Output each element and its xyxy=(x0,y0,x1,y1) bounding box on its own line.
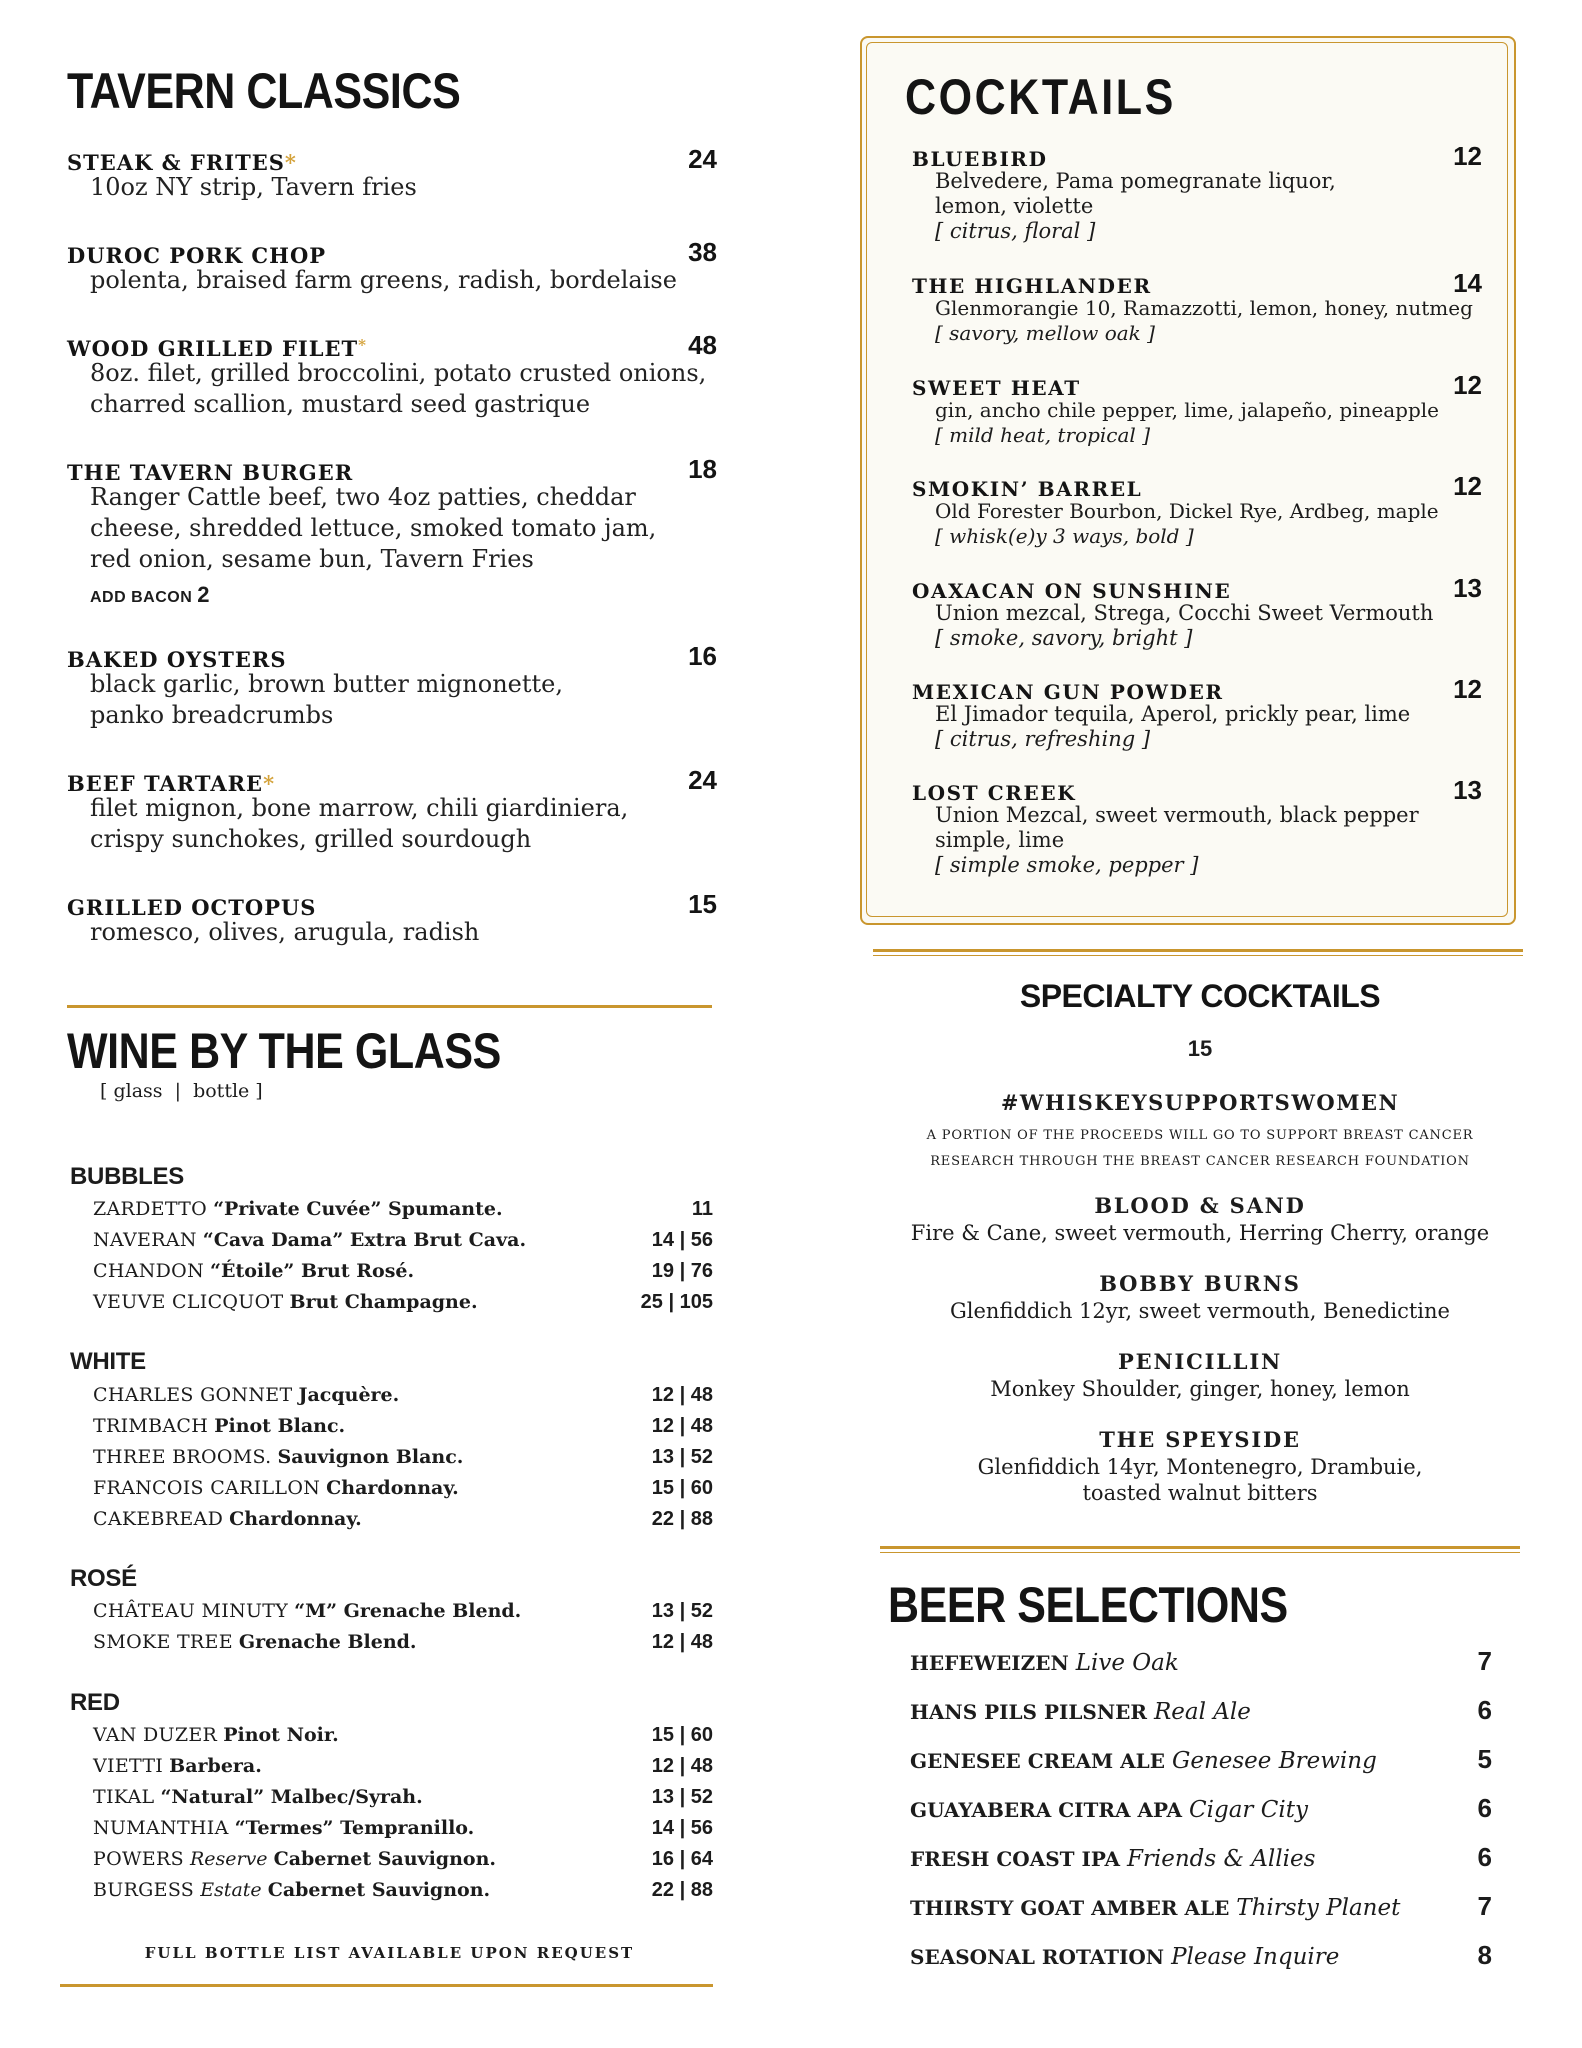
star-marker: * xyxy=(284,150,297,175)
wine-variety: Cabernet Sauvignon. xyxy=(267,1879,491,1901)
cocktail-ingredients: Union Mezcal, sweet vermouth, black pepper simple, lime xyxy=(935,803,1419,852)
wine-price: 14 | 56 xyxy=(651,1817,713,1839)
wine-subtitle: [ glass | bottle ] xyxy=(100,1080,263,1102)
wine-variety: “Termes” Tempranillo. xyxy=(234,1817,475,1839)
wine-producer: SMOKE TREE xyxy=(93,1631,233,1653)
wine-price: 16 | 64 xyxy=(651,1848,713,1870)
beer-name: SEASONAL ROTATION xyxy=(910,1945,1165,1969)
beer-price: 7 xyxy=(1477,1646,1492,1676)
cocktail-name: SMOKIN’ BARREL xyxy=(912,477,1143,501)
wine-variety: “M” Grenache Blend. xyxy=(294,1600,522,1622)
beer-brewery: Friends & Allies xyxy=(1126,1846,1316,1872)
item-description: 10oz NY strip, Tavern fries xyxy=(90,173,417,201)
beer-brewery: Real Ale xyxy=(1153,1699,1251,1725)
wine-variety: Chardonnay. xyxy=(326,1477,459,1499)
specialty-ingredients-line: toasted walnut bitters xyxy=(1082,1481,1318,1505)
wine-price: 22 | 88 xyxy=(651,1508,713,1530)
cocktail-notes: [ savory, mellow oak ] xyxy=(935,321,1155,345)
wine-row xyxy=(93,1384,713,1415)
wine-category-red: RED xyxy=(70,1689,120,1716)
specialty-ingredients-line: Glenfiddich 14yr, Montenegro, Drambuie, xyxy=(977,1455,1423,1479)
wine-producer: THREE BROOMS. xyxy=(93,1446,272,1468)
cocktail-name: THE HIGHLANDER xyxy=(912,274,1152,298)
wine-row xyxy=(93,1291,713,1322)
wine-variety: Chardonnay. xyxy=(229,1508,362,1530)
specialty-cocktail-ingredients: Fire & Cane, sweet vermouth, Herring Cherry, orange xyxy=(910,1221,1490,1245)
cocktails-heading: COCKTAILS xyxy=(905,69,1176,125)
wine-price: 22 | 88 xyxy=(651,1879,713,1901)
wine-category-rose: ROSÉ xyxy=(70,1565,137,1592)
cocktail-price: 14 xyxy=(1453,268,1482,298)
item-description: Ranger Cattle beef, two 4oz patties, cheddar cheese, shredded lettuce, smoked tomato jam, red onion, sesame bun, Tavern Fries xyxy=(90,483,657,573)
beer-brewery: Cigar City xyxy=(1189,1797,1308,1823)
wine-price: 13 | 52 xyxy=(651,1600,713,1622)
wine-row xyxy=(93,1817,713,1848)
wine-row xyxy=(93,1477,713,1508)
wine-row xyxy=(93,1198,713,1229)
specialty-heading: SPECIALTY COCKTAILS xyxy=(1019,978,1381,1014)
wine-price: 25 | 105 xyxy=(640,1291,713,1313)
wine-producer: VEUVE CLICQUOT xyxy=(93,1291,284,1313)
wine-producer: NAVERAN xyxy=(93,1229,197,1251)
item-name: GRILLED OCTOPUS xyxy=(67,895,317,920)
addon-price: 2 xyxy=(197,582,210,607)
specialty-cocktail-ingredients: Monkey Shoulder, ginger, honey, lemon xyxy=(990,1377,1410,1401)
cocktail-notes: [ citrus, refreshing ] xyxy=(935,727,1151,751)
item-price: 38 xyxy=(688,237,717,267)
beer-brewery: Live Oak xyxy=(1075,1650,1179,1676)
item-name: BEEF TARTARE xyxy=(67,771,264,796)
beer-price: 5 xyxy=(1477,1744,1492,1774)
beer-row xyxy=(910,1793,1492,1829)
wine-producer: TIKAL xyxy=(93,1786,155,1808)
beer-heading: BEER SELECTIONS xyxy=(888,1577,1288,1633)
beer-row xyxy=(910,1891,1492,1927)
wine-producer: POWERS xyxy=(93,1848,184,1870)
wine-variety: “Natural” Malbec/Syrah. xyxy=(160,1786,423,1808)
wine-row xyxy=(93,1724,713,1755)
item-name: BAKED OYSTERS xyxy=(67,647,287,672)
wine-row xyxy=(93,1631,713,1662)
beer-name: GENESEE CREAM ALE xyxy=(910,1749,1165,1773)
wine-tier: Reserve xyxy=(189,1848,268,1870)
wine-producer: CAKEBREAD xyxy=(93,1508,224,1530)
beer-price: 8 xyxy=(1477,1940,1492,1970)
wine-price: 14 | 56 xyxy=(651,1229,713,1251)
wine-category-bubbles: BUBBLES xyxy=(70,1163,184,1190)
beer-price: 7 xyxy=(1477,1891,1492,1921)
cocktail-ingredients: Glenmorangie 10, Ramazzotti, lemon, honey, nutmeg xyxy=(935,296,1473,320)
wine-row xyxy=(93,1229,713,1260)
wine-producer: NUMANTHIA xyxy=(93,1817,229,1839)
wine-price: 19 | 76 xyxy=(651,1260,713,1282)
wine-producer: ZARDETTO xyxy=(93,1198,208,1220)
tavern-classics-heading: TAVERN CLASSICS xyxy=(67,63,461,119)
beer-name: THIRSTY GOAT AMBER ALE xyxy=(910,1896,1230,1920)
cocktail-ingredients: Belvedere, Pama pomegranate liquor, lemon, violette xyxy=(935,169,1336,218)
item-name: WOOD GRILLED FILET xyxy=(67,336,359,361)
wine-price: 12 | 48 xyxy=(651,1384,713,1406)
specialty-cocktail-ingredients xyxy=(880,1454,1520,1506)
cocktail-notes: [ smoke, savory, bright ] xyxy=(935,626,1193,650)
cocktail-ingredients: El Jimador tequila, Aperol, prickly pear, lime xyxy=(935,702,1411,726)
wine-producer: BURGESS xyxy=(93,1879,195,1901)
section-divider xyxy=(880,1552,1520,1553)
wine-variety: Jacquère. xyxy=(298,1384,400,1406)
wine-row xyxy=(93,1879,713,1910)
beer-price: 6 xyxy=(1477,1695,1492,1725)
wine-producer: FRANCOIS CARILLON xyxy=(93,1477,321,1499)
specialty-cocktail-name: THE SPEYSIDE xyxy=(1099,1427,1301,1452)
item-price: 16 xyxy=(688,641,717,671)
wine-variety: Sauvignon Blanc. xyxy=(277,1446,464,1468)
beer-brewery: Thirsty Planet xyxy=(1236,1895,1401,1921)
cocktail-name: BLUEBIRD xyxy=(912,147,1048,171)
wine-variety: “Private Cuvée” Spumante. xyxy=(213,1198,503,1220)
wine-row xyxy=(93,1260,713,1291)
beer-name: GUAYABERA CITRA APA xyxy=(910,1798,1183,1822)
cocktail-notes: [ simple smoke, pepper ] xyxy=(935,853,1199,877)
cocktail-ingredients: Union mezcal, Strega, Cocchi Sweet Vermouth xyxy=(935,601,1434,625)
wine-producer: VIETTI xyxy=(93,1755,164,1777)
specialty-note-line: A PORTION OF THE PROCEEDS WILL GO TO SUPPORT BREAST CANCER xyxy=(926,1128,1474,1143)
wine-row xyxy=(93,1508,713,1539)
wine-tier: Estate xyxy=(200,1879,262,1901)
item-price: 24 xyxy=(688,765,717,795)
beer-row xyxy=(910,1842,1492,1878)
beer-brewery: Genesee Brewing xyxy=(1171,1748,1377,1774)
cocktail-name: LOST CREEK xyxy=(912,781,1077,805)
cocktail-ingredients: Old Forester Bourbon, Dickel Rye, Ardbeg, maple xyxy=(935,499,1439,523)
specialty-price: 15 xyxy=(1187,1036,1213,1061)
wine-price: 12 | 48 xyxy=(651,1755,713,1777)
cocktail-name: SWEET HEAT xyxy=(912,376,1081,400)
beer-row xyxy=(910,1940,1492,1976)
beer-name: HANS PILS PILSNER xyxy=(910,1700,1148,1724)
wine-heading: WINE BY THE GLASS xyxy=(67,1023,501,1079)
addon-label: ADD BACON xyxy=(90,589,193,606)
wine-category-white: WHITE xyxy=(70,1348,146,1375)
item-price: 15 xyxy=(688,889,717,919)
wine-row xyxy=(93,1848,713,1879)
cocktail-ingredients: gin, ancho chile pepper, lime, jalapeño, pineapple xyxy=(935,398,1440,422)
section-divider xyxy=(60,1984,713,1987)
item-name: STEAK & FRITES xyxy=(67,150,285,175)
cocktail-name: OAXACAN ON SUNSHINE xyxy=(912,579,1232,603)
beer-name: HEFEWEIZEN xyxy=(910,1651,1069,1675)
item-price: 24 xyxy=(688,144,717,174)
wine-price: 15 | 60 xyxy=(651,1477,713,1499)
section-divider xyxy=(873,955,1523,956)
wine-price: 15 | 60 xyxy=(651,1724,713,1746)
wine-variety: “Cava Dama” Extra Brut Cava. xyxy=(202,1229,527,1251)
item-description: polenta, braised farm greens, radish, bordelaise xyxy=(90,266,677,294)
section-divider xyxy=(880,1546,1520,1549)
beer-row xyxy=(910,1646,1492,1682)
specialty-cocktail-name: BLOOD & SAND xyxy=(1094,1193,1306,1218)
wine-variety: Cabernet Sauvignon. xyxy=(273,1848,497,1870)
star-marker: * xyxy=(263,771,276,796)
specialty-cocktail-name: PENICILLIN xyxy=(1118,1349,1282,1374)
bottle-list-note: FULL BOTTLE LIST AVAILABLE UPON REQUEST xyxy=(144,1944,635,1962)
beer-price: 6 xyxy=(1477,1793,1492,1823)
specialty-cocktail-name: BOBBY BURNS xyxy=(1099,1271,1301,1296)
section-divider xyxy=(67,1005,712,1008)
wine-price: 13 | 52 xyxy=(651,1446,713,1468)
item-description: black garlic, brown butter mignonette, panko breadcrumbs xyxy=(90,670,563,729)
wine-row xyxy=(93,1600,713,1631)
cocktail-price: 13 xyxy=(1453,573,1482,603)
wine-price: 12 | 48 xyxy=(651,1415,713,1437)
wine-variety: “Étoile” Brut Rosé. xyxy=(210,1260,415,1282)
cocktail-notes: [ mild heat, tropical ] xyxy=(935,423,1150,447)
cocktail-notes: [ whisk(e)y 3 ways, bold ] xyxy=(935,524,1194,548)
wine-variety: Barbera. xyxy=(169,1755,262,1777)
specialty-cocktail-ingredients: Glenfiddich 12yr, sweet vermouth, Benedictine xyxy=(950,1299,1450,1323)
cocktail-price: 12 xyxy=(1453,141,1482,171)
wine-variety: Pinot Noir. xyxy=(223,1724,339,1746)
item-description: 8oz. filet, grilled broccolini, potato crusted onions, charred scallion, mustard seed gastrique xyxy=(90,359,707,418)
cocktail-price: 12 xyxy=(1453,471,1482,501)
wine-producer: CHANDON xyxy=(93,1260,204,1282)
cocktail-price: 12 xyxy=(1453,674,1482,704)
wine-producer: CHÂTEAU MINUTY xyxy=(93,1600,289,1622)
section-divider xyxy=(873,949,1523,952)
wine-producer: VAN DUZER xyxy=(93,1724,218,1746)
item-name: DUROC PORK CHOP xyxy=(67,243,327,268)
wine-price: 13 | 52 xyxy=(651,1786,713,1808)
item-description: filet mignon, bone marrow, chili giardiniera, crispy sunchokes, grilled sourdough xyxy=(90,794,629,853)
cocktail-notes: [ citrus, floral ] xyxy=(935,219,1096,243)
star-marker: * xyxy=(358,336,367,354)
wine-producer: CHARLES GONNET xyxy=(93,1384,293,1406)
wine-row xyxy=(93,1446,713,1477)
cocktail-name: MEXICAN GUN POWDER xyxy=(912,680,1224,704)
item-name: THE TAVERN BURGER xyxy=(67,460,354,485)
beer-row xyxy=(910,1744,1492,1780)
cocktail-price: 12 xyxy=(1453,370,1482,400)
wine-row xyxy=(93,1786,713,1817)
specialty-hashtag: #WHISKEYSUPPORTSWOMEN xyxy=(1000,1090,1400,1115)
item-addon xyxy=(90,582,210,608)
wine-row xyxy=(93,1755,713,1786)
wine-producer: TRIMBACH xyxy=(93,1415,209,1437)
item-description: romesco, olives, arugula, radish xyxy=(90,918,480,946)
wine-variety: Grenache Blend. xyxy=(238,1631,417,1653)
beer-brewery: Please Inquire xyxy=(1171,1944,1340,1970)
specialty-note-line: RESEARCH THROUGH THE BREAST CANCER RESEARCH FOUNDATION xyxy=(930,1154,1470,1169)
cocktail-price: 13 xyxy=(1453,775,1482,805)
wine-variety: Pinot Blanc. xyxy=(214,1415,346,1437)
beer-price: 6 xyxy=(1477,1842,1492,1872)
wine-price: 12 | 48 xyxy=(651,1631,713,1653)
beer-row xyxy=(910,1695,1492,1731)
specialty-note xyxy=(880,1123,1520,1175)
item-price: 48 xyxy=(688,330,717,360)
beer-name: FRESH COAST IPA xyxy=(910,1847,1120,1871)
wine-variety: Brut Champagne. xyxy=(289,1291,478,1313)
item-price: 18 xyxy=(688,454,717,484)
wine-row xyxy=(93,1415,713,1446)
wine-price: 11 xyxy=(691,1198,713,1220)
